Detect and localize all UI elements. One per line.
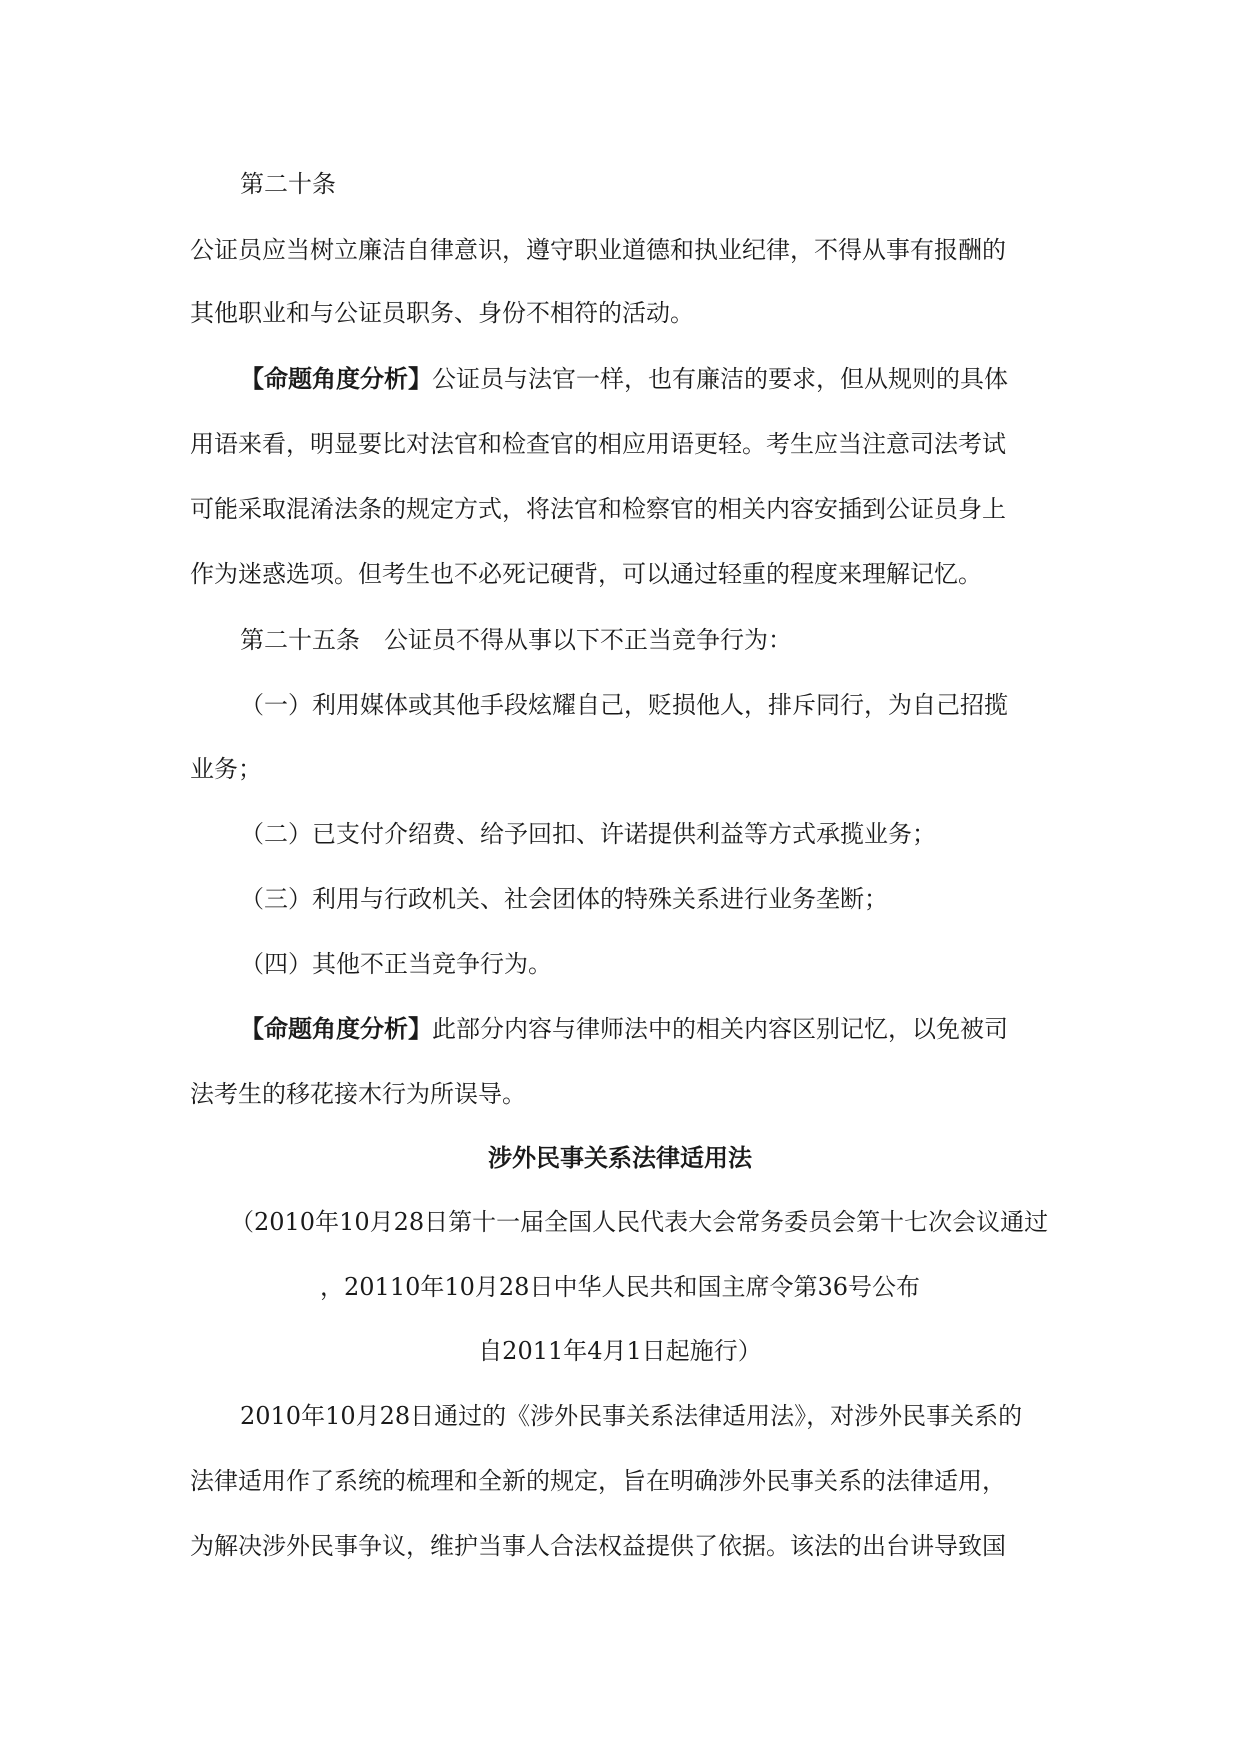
analysis-text-line: 作为迷惑选项。但考生也不必死记硬背，可以通过轻重的程度来理解记忆。: [190, 560, 982, 588]
analysis-text: 公证员与法官一样，也有廉洁的要求，但从规则的具体: [432, 365, 1008, 393]
article-25-item: （一）利用媒体或其他手段炫耀自己，贬损他人，排斥同行，为自己招揽: [240, 691, 1008, 719]
law-intro-line: 为解决涉外民事争议，维护当事人合法权益提供了依据。该法的出台讲导致国: [190, 1532, 1006, 1560]
analysis-text: 此部分内容与律师法中的相关内容区别记忆，以免被司: [432, 1015, 1008, 1043]
law-note-line: ，20110年10月28日中华人民共和国主席令第36号公布: [320, 1273, 920, 1301]
analysis-paragraph: [240, 1013, 1100, 1045]
article-20-text-line: 其他职业和与公证员职务、身份不相符的活动。: [190, 299, 694, 327]
law-note-line: 自2011年4月1日起施行）: [478, 1337, 762, 1365]
article-25-heading: 第二十五条 公证员不得从事以下不正当竞争行为：: [240, 626, 792, 654]
analysis-paragraph: [240, 363, 1100, 395]
law-note-line: （2010年10月28日第十一届全国人民代表大会常务委员会第十七次会议通过: [230, 1208, 1049, 1236]
article-20-heading: 第二十条: [240, 170, 336, 198]
analysis-label: 【命题角度分析】: [240, 1014, 432, 1043]
analysis-label: 【命题角度分析】: [240, 364, 432, 393]
law-intro-line: 法律适用作了系统的梳理和全新的规定，旨在明确涉外民事关系的法律适用，: [190, 1467, 1006, 1495]
article-25-item: （四）其他不正当竞争行为。: [240, 950, 552, 978]
article-20-text-line: 公证员应当树立廉洁自律意识，遵守职业道德和执业纪律，不得从事有报酬的: [190, 236, 1006, 264]
article-25-item: （二）已支付介绍费、给予回扣、许诺提供利益等方式承揽业务；: [240, 820, 936, 848]
article-25-item: （三）利用与行政机关、社会团体的特殊关系进行业务垄断；: [240, 885, 888, 913]
analysis-text-line: 法考生的移花接木行为所误导。: [190, 1080, 526, 1108]
law-title: 涉外民事关系法律适用法: [488, 1143, 752, 1172]
analysis-text-line: 用语来看，明显要比对法官和检查官的相应用语更轻。考生应当注意司法考试: [190, 430, 1006, 458]
article-25-item: 业务；: [190, 755, 262, 783]
law-intro-line: 2010年10月28日通过的《涉外民事关系法律适用法》，对涉外民事关系的: [240, 1402, 1023, 1430]
analysis-text-line: 可能采取混淆法条的规定方式，将法官和检察官的相关内容安插到公证员身上: [190, 495, 1006, 523]
